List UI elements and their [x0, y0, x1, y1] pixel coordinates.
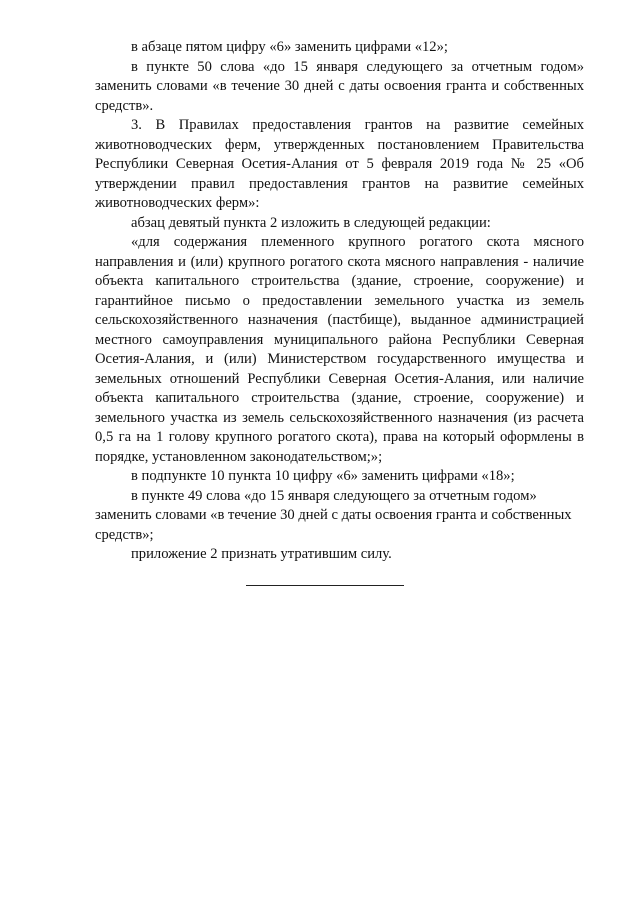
paragraph-quoted-text: «для содержания племенного крупного рогатого скота мясного направления и (или) крупного рогатого скота мясного направления - наличие объекта капитального строительства (здание, строение, сооружение) и гарантийное письмо о предоставлении земельного участка из земель сельскохозяйственного назначения (пастбище), выданное администрацией местного самоуправления муниципального района Республики Северная Осетия-Алания, и (или) Министерством государственного имущества и земельных отношений Республики Северная Осетия-Алания, или наличие объекта капитального строительства (здание, строение, сооружение) и земельного участка из земель сельскохозяйственного назначения (из расчета 0,5 га на 1 голову крупного рогатого скота), права на который оформлены в порядке, установленном законодательством;»;	[95, 234, 584, 465]
paragraph-abzac-9: абзац девятый пункта 2 изложить в следующей редакции:	[131, 214, 491, 231]
paragraph-amend-point-49: в пункте 49 слова «до 15 января следующего за отчетным годом» заменить словами «в течение 30 дней с даты освоения гранта и собственных средств»;	[95, 487, 572, 543]
paragraph-amend-point-50: в пункте 50 слова «до 15 января следующего за отчетным годом» заменить словами «в течение 30 дней с даты освоения гранта и собственных средств».	[95, 58, 584, 114]
paragraph-appendix-2: приложение 2 признать утратившим силу.	[131, 546, 392, 562]
paragraph-section-3-rules: 3. В Правилах предоставления грантов на развитие семейных животноводческих ферм, утвержденных постановлением Правительства Республики Северная Осетия-Алания от 5 февраля 2019 года № 25 «Об утверждении правил предоставления грантов на развитие семейных животноводческих ферм»:	[95, 117, 584, 211]
end-divider-line	[246, 585, 404, 586]
paragraph-amend-point-5: в абзаце пятом цифру «6» заменить цифрами «12»;	[131, 39, 448, 55]
paragraph-subpoint-10: в подпункте 10 пункта 10 цифру «6» заменить цифрами «18»;	[131, 468, 515, 484]
document-body	[95, 38, 584, 565]
